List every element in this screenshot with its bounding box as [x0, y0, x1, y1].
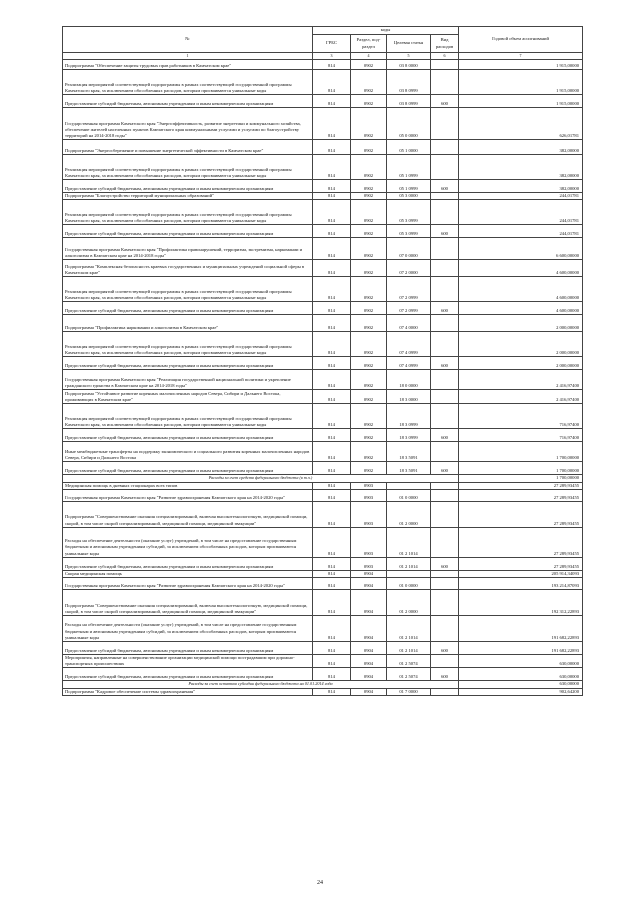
celevaya-cell: 07 2 0000: [387, 260, 431, 277]
vid-cell: [431, 155, 459, 180]
vid-cell: [431, 332, 459, 357]
table-row: [63, 140, 583, 155]
column-index: 3: [313, 53, 351, 60]
table-row: [63, 60, 583, 70]
table-row: [63, 578, 583, 590]
table-row: [63, 70, 583, 95]
item-name: Подпрограмма "Совершенствование оказания специализированной, включая высокотехнологичную, медицинской помощи, скорой, в том числе скорой специализированной, медицинской помощи, медицинской эвакуации": [63, 501, 313, 527]
amount-cell: 244,01781: [459, 200, 583, 225]
vid-cell: 600: [431, 180, 459, 193]
header-total: Годовой объем ассигнований: [459, 27, 583, 53]
vid-cell: 600: [431, 642, 459, 655]
celevaya-cell: 01 2 5074: [387, 668, 431, 681]
razdel-cell: 0903: [351, 527, 387, 557]
table-row: [63, 642, 583, 655]
grbs-cell: 814: [313, 70, 351, 95]
amount-cell: 244,01781: [459, 193, 583, 200]
amount-cell: 902,64200: [459, 688, 583, 695]
grbs-cell: 814: [313, 302, 351, 315]
celevaya-cell: 18 3 0999: [387, 404, 431, 429]
table-header: [63, 27, 583, 60]
vid-cell: 600: [431, 302, 459, 315]
item-name: Медицинская помощь в дневных стационарах всех типов: [63, 482, 313, 489]
item-name: Предоставление субсидий бюджетным, автономным учреждениям и иным некоммерческим организациям: [63, 642, 313, 655]
vid-cell: 600: [431, 462, 459, 475]
celevaya-cell: 05 3 0999: [387, 200, 431, 225]
grbs-cell: 814: [313, 140, 351, 155]
item-name: Скорая медицинская помощь: [63, 570, 313, 577]
razdel-cell: 0902: [351, 155, 387, 180]
table-row: [63, 193, 583, 200]
vid-cell: 600: [431, 357, 459, 370]
note-text: Расходы за счет остатков субсидии федерального бюджета на 01.01.2014 года: [63, 681, 459, 688]
grbs-cell: 814: [313, 616, 351, 642]
razdel-cell: 0902: [351, 390, 387, 404]
grbs-cell: 814: [313, 570, 351, 577]
amount-cell: 1 915,00000: [459, 70, 583, 95]
grbs-cell: 814: [313, 225, 351, 238]
header-codes: коды: [313, 27, 459, 35]
vid-cell: [431, 70, 459, 95]
celevaya-cell: 07 4 0999: [387, 357, 431, 370]
note-row: [63, 475, 583, 482]
column-index: 5: [387, 53, 431, 60]
amount-cell: 716,97400: [459, 404, 583, 429]
item-name: Предоставление субсидий бюджетным, автономным учреждениям и иным некоммерческим организациям: [63, 429, 313, 442]
amount-cell: 191 682,22893: [459, 616, 583, 642]
celevaya-cell: 05 3 0999: [387, 225, 431, 238]
amount-cell: 1 915,00000: [459, 95, 583, 108]
vid-cell: [431, 260, 459, 277]
grbs-cell: 814: [313, 277, 351, 302]
item-name: Расходы на обеспечение деятельности (оказание услуг) учреждений, в том числе на предоставление государственным бюджетным и автономным учреждениям субсидий, за исключением обособленных расходов, которым присваиваются уникальные коды: [63, 527, 313, 557]
item-name: Реализация мероприятий соответствующей подпрограммы в рамках соответствующей государственной программы Камчатского края, за исключением обособленных расходов, которым присваиваются уникальные коды: [63, 200, 313, 225]
item-name: Предоставление субсидий бюджетным, автономным учреждениям и иным некоммерческим организациям: [63, 668, 313, 681]
razdel-cell: 0902: [351, 429, 387, 442]
note-row: [63, 681, 583, 688]
item-name: Реализация мероприятий соответствующей подпрограммы в рамках соответствующей государственной программы Камчатского края, за исключением обособленных расходов, которым присваиваются уникальные коды: [63, 332, 313, 357]
amount-cell: 716,97400: [459, 429, 583, 442]
razdel-cell: 0902: [351, 95, 387, 108]
amount-cell: 630,00000: [459, 655, 583, 668]
table-row: [63, 225, 583, 238]
vid-cell: [431, 315, 459, 332]
vid-cell: [431, 60, 459, 70]
grbs-cell: 814: [313, 462, 351, 475]
vid-cell: [431, 442, 459, 462]
vid-cell: 600: [431, 557, 459, 570]
item-name: Предоставление субсидий бюджетным, автономным учреждениям и иным некоммерческим организациям: [63, 180, 313, 193]
item-name: Подпрограмма "Энергосбережение и повышение энергетической эффективности в Камчатском крае": [63, 140, 313, 155]
column-index: 6: [431, 53, 459, 60]
celevaya-cell: 01 2 1014: [387, 616, 431, 642]
table-row: [63, 315, 583, 332]
item-name: Подпрограмма "Совершенствование оказания специализированной, включая высокотехнологичную, медицинской помощи, скорой, в том числе скорой специализированной, медицинской помощи, медицинской эвакуации": [63, 590, 313, 616]
table-row: [63, 616, 583, 642]
celevaya-cell: 01 2 1014: [387, 642, 431, 655]
table-row: [63, 155, 583, 180]
celevaya-cell: 05 1 0000: [387, 140, 431, 155]
razdel-cell: 0902: [351, 302, 387, 315]
celevaya-cell: 03 8 0999: [387, 70, 431, 95]
item-name: Государственная программа Камчатского края "Развитие здравоохранения Камчатского края на 2014-2020 годы": [63, 578, 313, 590]
razdel-cell: 0902: [351, 180, 387, 193]
amount-cell: 2 416,97400: [459, 390, 583, 404]
celevaya-cell: 07 0 0000: [387, 238, 431, 260]
celevaya-cell: 18 3 0999: [387, 429, 431, 442]
celevaya-cell: 01 0 0000: [387, 578, 431, 590]
table-row: [63, 180, 583, 193]
amount-cell: 382,00000: [459, 140, 583, 155]
table-row: [63, 332, 583, 357]
amount-cell: 27 289,93455: [459, 501, 583, 527]
item-name: Реализация мероприятий соответствующей подпрограммы в рамках соответствующей государственной программы Камчатского края, за исключением обособленных расходов, которым присваиваются уникальные коды: [63, 277, 313, 302]
table-row: [63, 655, 583, 668]
amount-cell: 626,01781: [459, 108, 583, 140]
amount-cell: 193 214,87093: [459, 578, 583, 590]
item-name: Подпрограмма "Устойчивое развитие коренных малочисленных народов Севера, Сибири и Дальнего Востока, проживающих в Камчатском крае": [63, 390, 313, 404]
amount-cell: 6 600,00000: [459, 238, 583, 260]
razdel-cell: 0903: [351, 489, 387, 501]
item-name: Предоставление субсидий бюджетным, автономным учреждениям и иным некоммерческим организациям: [63, 225, 313, 238]
celevaya-cell: 01 2 1014: [387, 557, 431, 570]
vid-cell: 600: [431, 225, 459, 238]
razdel-cell: 0904: [351, 642, 387, 655]
header-razdel: Раздел, под-раздел: [351, 35, 387, 53]
amount-cell: 1 700,00000: [459, 442, 583, 462]
page-number: 24: [317, 880, 323, 886]
grbs-cell: 814: [313, 238, 351, 260]
grbs-cell: 814: [313, 332, 351, 357]
grbs-cell: 814: [313, 501, 351, 527]
table-row: [63, 688, 583, 695]
vid-cell: [431, 193, 459, 200]
grbs-cell: 814: [313, 578, 351, 590]
razdel-cell: 0902: [351, 60, 387, 70]
razdel-cell: 0904: [351, 570, 387, 577]
table-row: [63, 200, 583, 225]
razdel-cell: 0902: [351, 315, 387, 332]
grbs-cell: 814: [313, 442, 351, 462]
razdel-cell: 0902: [351, 260, 387, 277]
item-name: Государственная программа Камчатского края "Развитие здравоохранения Камчатского края на 2014-2020 годы": [63, 489, 313, 501]
vid-cell: [431, 590, 459, 616]
amount-cell: 382,00000: [459, 180, 583, 193]
celevaya-cell: 01 2 0000: [387, 501, 431, 527]
razdel-cell: 0902: [351, 200, 387, 225]
celevaya-cell: 18 3 5091: [387, 462, 431, 475]
razdel-cell: 0904: [351, 590, 387, 616]
celevaya-cell: 03 8 0000: [387, 60, 431, 70]
amount-cell: 191 682,22893: [459, 642, 583, 655]
celevaya-cell: 05 0 0000: [387, 108, 431, 140]
item-name: Предоставление субсидий бюджетным, автономным учреждениям и иным некоммерческим организациям: [63, 302, 313, 315]
razdel-cell: 0902: [351, 193, 387, 200]
razdel-cell: 0903: [351, 557, 387, 570]
grbs-cell: 814: [313, 180, 351, 193]
grbs-cell: 814: [313, 688, 351, 695]
vid-cell: [431, 655, 459, 668]
item-name: Реализация мероприятий соответствующей подпрограммы в рамках соответствующей государственной программы Камчатского края, за исключением обособленных расходов, которым присваиваются уникальные коды: [63, 404, 313, 429]
celevaya-cell: 07 2 0999: [387, 302, 431, 315]
razdel-cell: 0902: [351, 332, 387, 357]
item-name: Предоставление субсидий бюджетным, автономным учреждениям и иным некоммерческим организациям: [63, 462, 313, 475]
celevaya-cell: [387, 482, 431, 489]
column-index: 4: [351, 53, 387, 60]
table-row: [63, 370, 583, 390]
amount-cell: 2 000,00000: [459, 357, 583, 370]
razdel-cell: 0902: [351, 404, 387, 429]
column-index: 7: [459, 53, 583, 60]
grbs-cell: 814: [313, 655, 351, 668]
budget-table: [62, 26, 583, 696]
table-row: [63, 527, 583, 557]
table-row: [63, 590, 583, 616]
grbs-cell: 814: [313, 60, 351, 70]
header-num: №: [63, 27, 313, 53]
amount-cell: 4 600,00000: [459, 260, 583, 277]
vid-cell: [431, 527, 459, 557]
item-name: Реализация мероприятий соответствующей подпрограммы в рамках соответствующей государственной программы Камчатского края, за исключением обособленных расходов, которым присваиваются уникальные коды: [63, 155, 313, 180]
amount-cell: 630,00000: [459, 668, 583, 681]
razdel-cell: 0902: [351, 462, 387, 475]
item-name: Реализация мероприятий соответствующей подпрограммы в рамках соответствующей государственной программы Камчатского края, за исключением обособленных расходов, которым присваиваются уникальные коды: [63, 70, 313, 95]
item-name: Государственная программа Камчатского края "Энергоэффективность, развитие энергетики и коммунального хозяйства, обеспечение жителей населенных пунктов Камчатского края коммунальными услугами и услугами по благоустройству территорий на 2014-2018 годы": [63, 108, 313, 140]
amount-cell: 192 312,22893: [459, 590, 583, 616]
grbs-cell: 814: [313, 642, 351, 655]
grbs-cell: 814: [313, 357, 351, 370]
vid-cell: [431, 370, 459, 390]
vid-cell: [431, 578, 459, 590]
amount-cell: 27 289,93455: [459, 482, 583, 489]
razdel-cell: 0904: [351, 655, 387, 668]
celevaya-cell: 18 3 0000: [387, 390, 431, 404]
item-name: Расходы на обеспечение деятельности (оказание услуг) учреждений, в том числе на предоставление государственным бюджетным и автономным учреждениям субсидий, за исключением обособленных расходов, которым присваиваются уникальные коды: [63, 616, 313, 642]
celevaya-cell: 05 1 0999: [387, 155, 431, 180]
grbs-cell: 814: [313, 315, 351, 332]
razdel-cell: 0904: [351, 688, 387, 695]
razdel-cell: 0902: [351, 442, 387, 462]
amount-cell: 4 600,00000: [459, 277, 583, 302]
table-row: [63, 557, 583, 570]
header-celevaya: Целевая статья: [387, 35, 431, 53]
amount-cell: 2 000,00000: [459, 332, 583, 357]
table-row: [63, 429, 583, 442]
razdel-cell: 0902: [351, 140, 387, 155]
vid-cell: [431, 238, 459, 260]
celevaya-cell: 01 2 1014: [387, 527, 431, 557]
item-name: Подпрограмма "Профилактика наркомании и алкоголизма в Камчатском крае": [63, 315, 313, 332]
razdel-cell: 0904: [351, 616, 387, 642]
razdel-cell: 0902: [351, 70, 387, 95]
amount-cell: 1 700,00000: [459, 475, 583, 482]
table-row: [63, 482, 583, 489]
table-row: [63, 260, 583, 277]
amount-cell: 27 289,93455: [459, 489, 583, 501]
celevaya-cell: [387, 570, 431, 577]
item-name: Предоставление субсидий бюджетным, автономным учреждениям и иным некоммерческим организациям: [63, 357, 313, 370]
razdel-cell: 0902: [351, 108, 387, 140]
vid-cell: [431, 616, 459, 642]
amount-cell: 4 600,00000: [459, 302, 583, 315]
column-index: 1: [63, 53, 313, 60]
amount-cell: 244,01781: [459, 225, 583, 238]
vid-cell: [431, 501, 459, 527]
table-row: [63, 570, 583, 577]
razdel-cell: 0902: [351, 238, 387, 260]
celevaya-cell: 01 0 0000: [387, 489, 431, 501]
razdel-cell: 0902: [351, 277, 387, 302]
celevaya-cell: 01 2 0000: [387, 590, 431, 616]
amount-cell: 382,00000: [459, 155, 583, 180]
table-body: [63, 60, 583, 696]
amount-cell: 27 289,93455: [459, 527, 583, 557]
grbs-cell: 814: [313, 200, 351, 225]
table-row: [63, 489, 583, 501]
table-row: [63, 108, 583, 140]
celevaya-cell: 07 4 0999: [387, 332, 431, 357]
grbs-cell: 814: [313, 489, 351, 501]
amount-cell: 27 289,93455: [459, 557, 583, 570]
table-row: [63, 238, 583, 260]
table-row: [63, 404, 583, 429]
item-name: Подпрограмма "Благоустройство территорий муниципальных образований": [63, 193, 313, 200]
grbs-cell: 814: [313, 527, 351, 557]
item-name: Государственная программа Камчатского края "Реализация государственной национальной политики и укрепление гражданского единства в Камчатском крае на 2014-2018 годы": [63, 370, 313, 390]
amount-cell: 2 416,97400: [459, 370, 583, 390]
grbs-cell: 814: [313, 193, 351, 200]
table-row: [63, 302, 583, 315]
razdel-cell: 0903: [351, 482, 387, 489]
grbs-cell: 814: [313, 668, 351, 681]
table-row: [63, 668, 583, 681]
celevaya-cell: 18 3 5091: [387, 442, 431, 462]
celevaya-cell: 05 3 0000: [387, 193, 431, 200]
header-vid: Вид расходов: [431, 35, 459, 53]
vid-cell: [431, 482, 459, 489]
razdel-cell: 0902: [351, 357, 387, 370]
item-name: Мероприятия, направленные на совершенствование организации медицинской помощи пострадавшим при дорожно-транспортных происшествиях: [63, 655, 313, 668]
vid-cell: [431, 404, 459, 429]
grbs-cell: 814: [313, 370, 351, 390]
razdel-cell: 0903: [351, 501, 387, 527]
table-row: [63, 390, 583, 404]
celevaya-cell: 05 1 0999: [387, 180, 431, 193]
table-row: [63, 442, 583, 462]
vid-cell: [431, 390, 459, 404]
item-name: Предоставление субсидий бюджетным, автономным учреждениям и иным некоммерческим организациям: [63, 95, 313, 108]
amount-cell: 1 915,00000: [459, 60, 583, 70]
vid-cell: [431, 688, 459, 695]
grbs-cell: 814: [313, 557, 351, 570]
razdel-cell: 0902: [351, 370, 387, 390]
razdel-cell: 0904: [351, 578, 387, 590]
razdel-cell: 0904: [351, 668, 387, 681]
grbs-cell: 814: [313, 95, 351, 108]
amount-cell: 630,00000: [459, 681, 583, 688]
grbs-cell: 814: [313, 590, 351, 616]
vid-cell: [431, 108, 459, 140]
vid-cell: [431, 570, 459, 577]
item-name: Подпрограмма "Обеспечение защиты трудовых прав работников в Камчатском крае": [63, 60, 313, 70]
grbs-cell: 814: [313, 429, 351, 442]
grbs-cell: 814: [313, 404, 351, 429]
vid-cell: 600: [431, 668, 459, 681]
vid-cell: [431, 200, 459, 225]
column-index-row: [63, 53, 583, 60]
item-name: Подпрограмма "Кадровое обеспечение системы здравоохранения": [63, 688, 313, 695]
grbs-cell: 814: [313, 155, 351, 180]
celevaya-cell: 01 2 5074: [387, 655, 431, 668]
grbs-cell: 814: [313, 108, 351, 140]
vid-cell: 600: [431, 95, 459, 108]
item-name: Подпрограмма "Комплексная безопасность краевых государственных и муниципальных учреждений социальной сферы в Камчатском крае": [63, 260, 313, 277]
razdel-cell: 0902: [351, 225, 387, 238]
amount-cell: 1 700,00000: [459, 462, 583, 475]
header-grbs: ГРБС: [313, 35, 351, 53]
table-row: [63, 357, 583, 370]
item-name: Предоставление субсидий бюджетным, автономным учреждениям и иным некоммерческим организациям: [63, 557, 313, 570]
grbs-cell: 814: [313, 482, 351, 489]
vid-cell: 600: [431, 429, 459, 442]
grbs-cell: 814: [313, 390, 351, 404]
note-text: Расходы за счет средств федерального бюджета (в т.ч.): [63, 475, 459, 482]
celevaya-cell: 07 2 0999: [387, 277, 431, 302]
celevaya-cell: 18 0 0000: [387, 370, 431, 390]
vid-cell: [431, 140, 459, 155]
table-row: [63, 462, 583, 475]
celevaya-cell: 03 8 0999: [387, 95, 431, 108]
item-name: Иные межбюджетные трансферты на поддержку экономического и социального развития коренных малочисленных народов Севера, Сибири и Дальнего Востока: [63, 442, 313, 462]
celevaya-cell: 01 7 0000: [387, 688, 431, 695]
table-row: [63, 501, 583, 527]
amount-cell: 2 000,00000: [459, 315, 583, 332]
item-name: Государственная программа Камчатского края "Профилактика правонарушений, терроризма, экстремизма, наркомании и алкоголизма в Камчатском крае на 2014-2018 годы": [63, 238, 313, 260]
celevaya-cell: 07 4 0000: [387, 315, 431, 332]
table-row: [63, 277, 583, 302]
amount-cell: 205 914,34093: [459, 570, 583, 577]
vid-cell: [431, 489, 459, 501]
vid-cell: [431, 277, 459, 302]
table-row: [63, 95, 583, 108]
grbs-cell: 814: [313, 260, 351, 277]
document-page: [62, 26, 582, 696]
